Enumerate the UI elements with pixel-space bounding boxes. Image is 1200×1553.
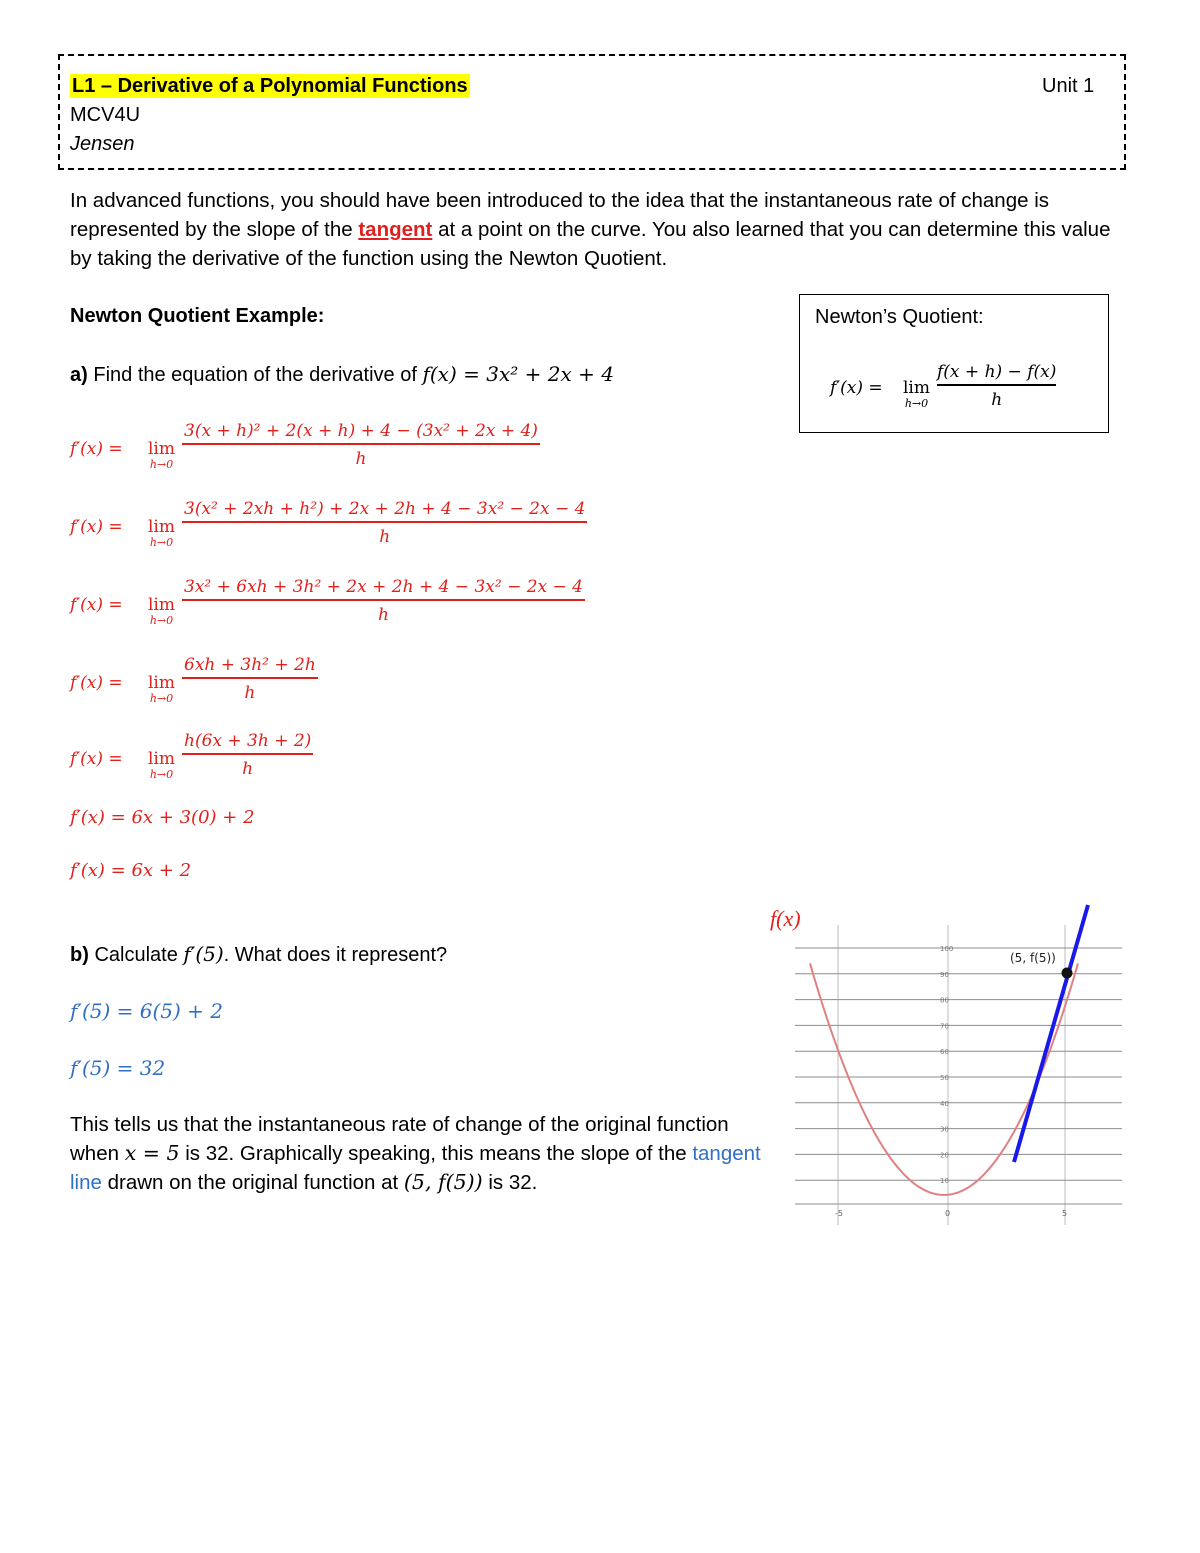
part-b-line-2: f′(5) = 32 [70, 1056, 166, 1080]
y-tick-label: 40 [940, 1099, 949, 1108]
newton-fraction-bar [937, 384, 1056, 386]
part-b-label: b) [70, 944, 89, 966]
section-title: Newton Quotient Example: [70, 305, 325, 327]
conclusion-text-4: is 32. [482, 1171, 538, 1194]
newton-numerator: f(x + h) − f(x) [937, 362, 1057, 382]
conclusion-math-1: x = 5 [124, 1141, 180, 1165]
intro-text-1: In advanced functions, you should have been introduced to the idea that the instantaneous rate of change is represented by the slope of the [70, 189, 1050, 241]
step-fraction [182, 731, 313, 779]
step-fraction-bar [182, 521, 587, 523]
step-lhs: f′(x) = [70, 595, 123, 615]
conclusion-text-1: This tells us that the instantaneous rate of change of the original function when [70, 1113, 729, 1165]
step-lim-word: lim [148, 439, 175, 459]
step-denominator: h [242, 759, 254, 779]
step-limit [148, 673, 175, 704]
conclusion-paragraph [70, 1110, 780, 1197]
teacher-name: Jensen [70, 133, 135, 155]
newton-limit [903, 378, 930, 409]
step-lim-word: lim [148, 517, 175, 537]
step-fraction [182, 421, 540, 469]
step-limit [148, 749, 175, 780]
step-limit [148, 595, 175, 626]
newton-lim-word: lim [903, 378, 930, 398]
step-lhs: f′(x) = [70, 673, 123, 693]
y-tick-label: 20 [940, 1151, 949, 1160]
header-box [58, 54, 1126, 170]
tangent-line [1014, 905, 1088, 1162]
step-lim-sub: h→0 [149, 692, 174, 705]
step-lhs: f′(x) = [70, 439, 123, 459]
x-tick-label: 5 [1062, 1209, 1068, 1218]
step-lim-sub: h→0 [149, 458, 174, 471]
step-lim-sub: h→0 [149, 536, 174, 549]
part-b-line-1: f′(5) = 6(5) + 2 [70, 999, 223, 1023]
y-tick-label: 50 [940, 1074, 949, 1082]
step-numerator: h(6x + 3h + 2) [184, 731, 312, 751]
result-line-2: f′(x) = 6x + 2 [70, 860, 192, 881]
y-tick-label: 90 [940, 970, 949, 979]
part-a-question [70, 361, 614, 388]
conclusion-text-2: is 32. Graphically speaking, this means the slope of the [179, 1142, 693, 1165]
graph-x-ticks [835, 1209, 1067, 1218]
part-a-label: a) [70, 364, 88, 386]
step-fraction-bar [182, 753, 313, 755]
y-tick-label: 100 [940, 945, 954, 953]
intro-text-2: at a point on the curve. You also learned that you can determine this value by taking the derivative of the function using the Newton Quotient. [70, 218, 1111, 270]
parabola-graph [770, 900, 1130, 1240]
step-lhs: f′(x) = [70, 749, 123, 769]
step-numerator: 3x² + 6xh + 3h² + 2x + 2h + 4 − 3x² − 2x − 4 [184, 577, 583, 597]
part-b-text-2: . What does it represent? [223, 944, 448, 966]
result-line-1: f′(x) = 6x + 3(0) + 2 [70, 807, 255, 828]
intro-paragraph [70, 186, 1130, 273]
step-denominator: h [244, 683, 256, 703]
y-tick-label: 30 [940, 1125, 949, 1134]
step-fraction-bar [182, 677, 318, 679]
part-b-question [70, 941, 447, 968]
step-lim-word: lim [148, 749, 175, 769]
tangency-point [1062, 968, 1073, 979]
step-numerator: 3(x² + 2xh + h²) + 2x + 2h + 4 − 3x² − 2x − 4 [184, 499, 586, 519]
step-lhs: f′(x) = [70, 517, 123, 537]
step-lim-word: lim [148, 595, 175, 615]
part-a-text: Find the equation of the derivative of [87, 364, 423, 386]
y-tick-label: 60 [940, 1048, 949, 1057]
y-tick-label: 70 [940, 1022, 949, 1031]
function-label: f(x) [770, 906, 801, 931]
tangent-keyword: tangent [358, 218, 433, 241]
step-fraction [182, 499, 587, 547]
step-fraction [182, 655, 318, 703]
step-limit [148, 517, 175, 548]
step-fraction-bar [182, 443, 540, 445]
step-denominator: h [355, 449, 367, 469]
unit-label: Unit 1 [1042, 75, 1095, 97]
x-tick-label: -5 [835, 1209, 843, 1218]
step-fraction [182, 577, 585, 625]
step-denominator: h [378, 605, 389, 625]
step-numerator: 6xh + 3h² + 2h [184, 655, 316, 675]
step-limit [148, 439, 175, 470]
part-b-text-1: Calculate [88, 944, 184, 966]
x-tick-label: 0 [945, 1209, 951, 1218]
lesson-title: L1 – Derivative of a Polynomial Functions [72, 75, 468, 97]
newton-denominator: h [991, 390, 1003, 410]
step-lim-sub: h→0 [149, 614, 174, 627]
y-tick-label: 80 [940, 996, 949, 1005]
newton-lhs: f′(x) = [830, 378, 883, 398]
point-label: (5, f(5)) [1010, 951, 1056, 965]
newton-fraction [937, 362, 1056, 410]
course-code: MCV4U [70, 104, 141, 126]
graph-y-ticks [940, 945, 953, 1185]
step-lim-sub: h→0 [149, 768, 174, 781]
conclusion-text-3: drawn on the original function at [101, 1171, 404, 1194]
part-a-function: f(x) = 3x² + 2x + 4 [422, 362, 614, 386]
step-lim-word: lim [148, 673, 175, 693]
tangent-line-phrase: tangent line [70, 1142, 761, 1194]
part-b-expr: f′(5) [183, 942, 224, 966]
newton-lim-sub: h→0 [904, 397, 929, 410]
newton-quotient-title: Newton’s Quotient: [815, 306, 984, 328]
conclusion-math-2: (5, f(5)) [403, 1170, 483, 1194]
y-tick-label: 10 [940, 1177, 949, 1186]
graph-horizontal-grid [795, 948, 1122, 1204]
step-numerator: 3(x + h)² + 2(x + h) + 4 − (3x² + 2x + 4) [184, 421, 538, 441]
step-fraction-bar [182, 599, 585, 601]
step-denominator: h [379, 527, 391, 547]
